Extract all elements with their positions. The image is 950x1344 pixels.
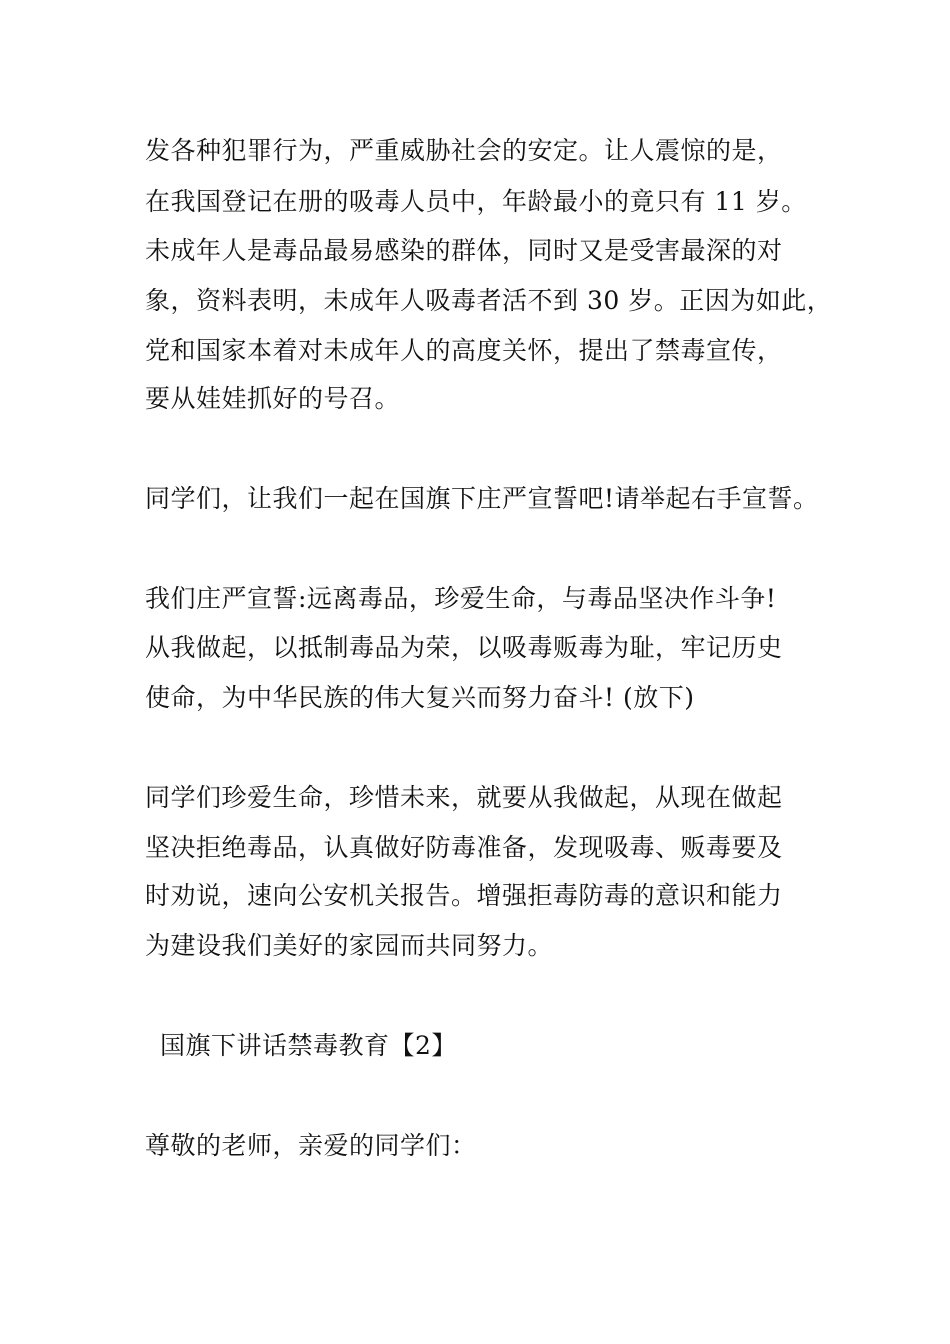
paragraph-1-line-4: 象，资料表明，未成年人吸毒者活不到 30 岁。正因为如此， <box>145 286 833 315</box>
paragraph-4-line-3: 时劝说，速向公安机关报告。增强拒毒防毒的意识和能力 <box>145 881 783 910</box>
paragraph-4-line-4: 为建设我们美好的家园而共同努力。 <box>145 931 554 960</box>
section-heading: 国旗下讲话禁毒教育【2】 <box>160 1031 457 1060</box>
paragraph-2-line-1: 同学们，让我们一起在国旗下庄严宣誓吧!请举起右手宣誓。 <box>145 484 819 513</box>
paragraph-4-line-2: 坚决拒绝毒品，认真做好防毒准备，发现吸毒、贩毒要及 <box>145 833 783 862</box>
paragraph-4-line-1: 同学们珍爱生命，珍惜未来，就要从我做起，从现在做起 <box>145 783 783 812</box>
paragraph-1-line-1: 发各种犯罪行为，严重威胁社会的安定。让人震惊的是， <box>145 136 783 165</box>
paragraph-1-line-6: 要从娃娃抓好的号召。 <box>145 384 401 413</box>
paragraph-3-line-1: 我们庄严宣誓:远离毒品，珍爱生命，与毒品坚决作斗争! <box>145 584 777 613</box>
paragraph-3-line-3: 使命，为中华民族的伟大复兴而努力奋斗! (放下) <box>145 683 695 712</box>
paragraph-1-line-3: 未成年人是毒品最易感染的群体，同时又是受害最深的对 <box>145 236 783 265</box>
paragraph-1-line-2: 在我国登记在册的吸毒人员中，年龄最小的竟只有 11 岁。 <box>145 187 807 216</box>
paragraph-1-line-5: 党和国家本着对未成年人的高度关怀，提出了禁毒宣传， <box>145 336 783 365</box>
salutation: 尊敬的老师，亲爱的同学们： <box>145 1131 477 1160</box>
paragraph-3-line-2: 从我做起，以抵制毒品为荣，以吸毒贩毒为耻，牢记历史 <box>145 633 783 662</box>
